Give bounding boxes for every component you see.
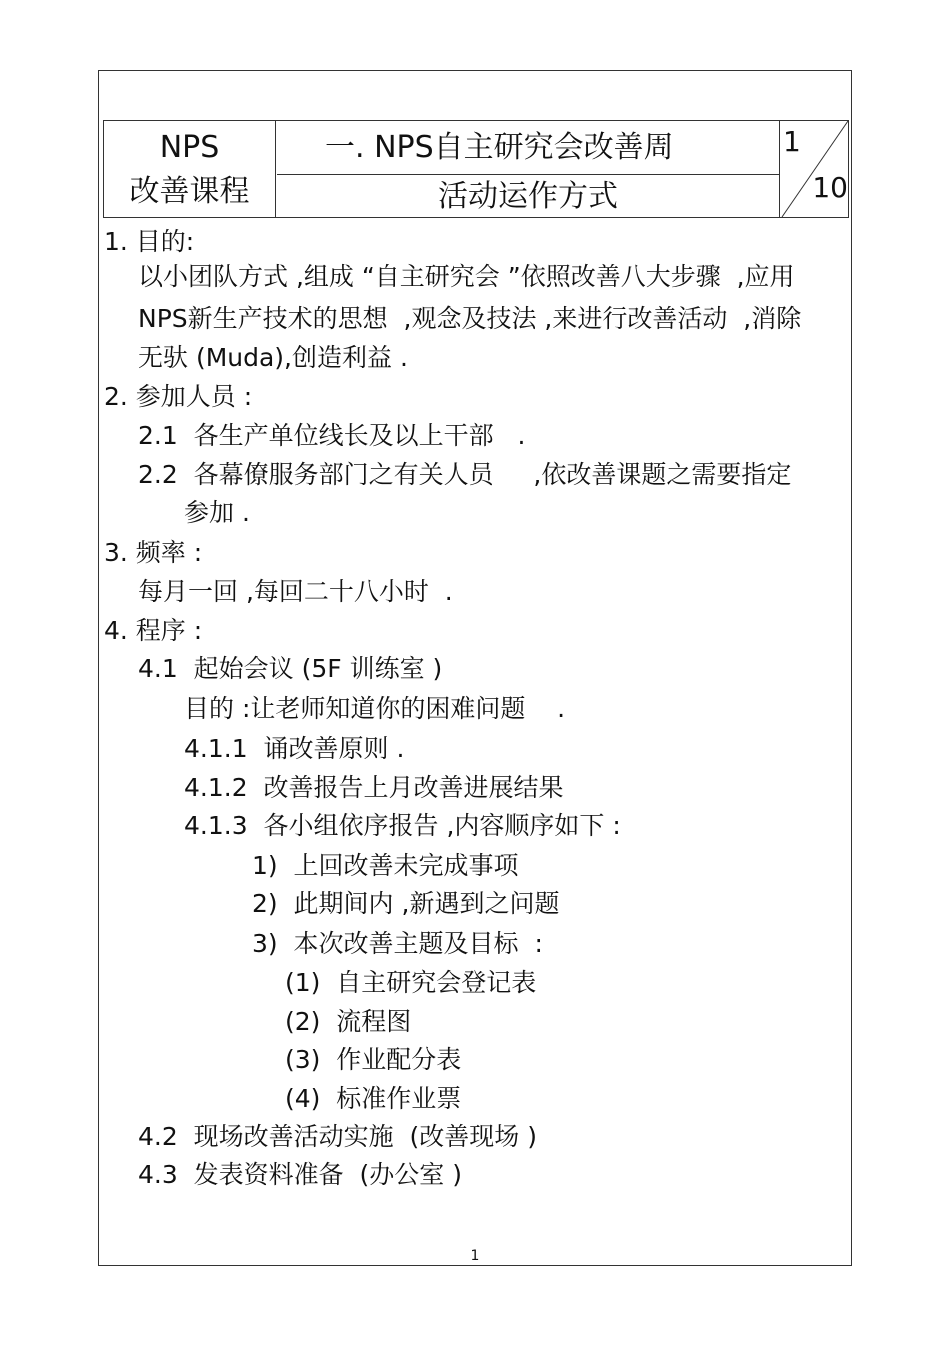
body-text: 无驮 (Muda),创造利益 . bbox=[138, 343, 408, 372]
body-text: 4.1.2 改善报告上月改善进展结果 bbox=[184, 773, 564, 802]
course-line-2: 改善课程 bbox=[129, 174, 250, 209]
section-1-heading: 1. 目的: bbox=[104, 227, 195, 256]
course-line-1: NPS bbox=[159, 130, 220, 165]
title-line-2: 活动运作方式 bbox=[438, 179, 618, 214]
section-3-heading: 3. 频率 : bbox=[104, 538, 203, 567]
body-text: 以小团队方式 ,组成 “自主研究会 ”依照改善八大步骤 ,应用 bbox=[138, 262, 795, 291]
section-4-heading: 4. 程序 : bbox=[104, 616, 203, 645]
body-text: 2.2 各幕僚服务部门之有关人员 ,依改善课题之需要指定 bbox=[138, 460, 792, 489]
page-current: 1 bbox=[783, 125, 801, 158]
body-text: (4) 标准作业票 bbox=[285, 1084, 462, 1113]
body-text: NPS新生产技术的思想 ,观念及技法 ,来进行改善活动 ,消除 bbox=[138, 304, 802, 333]
body-text: (1) 自主研究会登记表 bbox=[285, 968, 537, 997]
body-text: 4.2 现场改善活动实施 (改善现场 ) bbox=[138, 1122, 538, 1151]
course-cell bbox=[104, 121, 276, 217]
body-text: 2) 此期间内 ,新遇到之问题 bbox=[252, 889, 560, 918]
body-text: (3) 作业配分表 bbox=[285, 1045, 462, 1074]
body-text: (2) 流程图 bbox=[285, 1007, 412, 1036]
page-number: 1 bbox=[470, 1248, 480, 1264]
page-total: 10 bbox=[812, 171, 848, 204]
body-text: 4.3 发表资料准备 (办公室 ) bbox=[138, 1160, 462, 1189]
body-text: 3) 本次改善主题及目标 : bbox=[252, 929, 543, 958]
title-line-1: 一. NPS自主研究会改善周 bbox=[277, 121, 779, 175]
body-text: 4.1 起始会议 (5F 训练室 ) bbox=[138, 654, 443, 683]
section-2-heading: 2. 参加人员 : bbox=[104, 382, 253, 411]
body-text: 每月一回 ,每回二十八小时 . bbox=[138, 577, 453, 606]
body-text: 4.1.1 诵改善原则 . bbox=[184, 734, 405, 763]
body-text: 参加 . bbox=[184, 498, 250, 527]
body-text: 1) 上回改善未完成事项 bbox=[252, 851, 519, 880]
page-count-cell bbox=[779, 121, 848, 217]
body-text: 4.1.3 各小组依序报告 ,内容顺序如下 : bbox=[184, 811, 621, 840]
body-text: 2.1 各生产单位线长及以上干部 . bbox=[138, 421, 526, 450]
body-text: 目的 :让老师知道你的困难问题 . bbox=[184, 694, 566, 723]
document-header-table bbox=[103, 120, 849, 218]
